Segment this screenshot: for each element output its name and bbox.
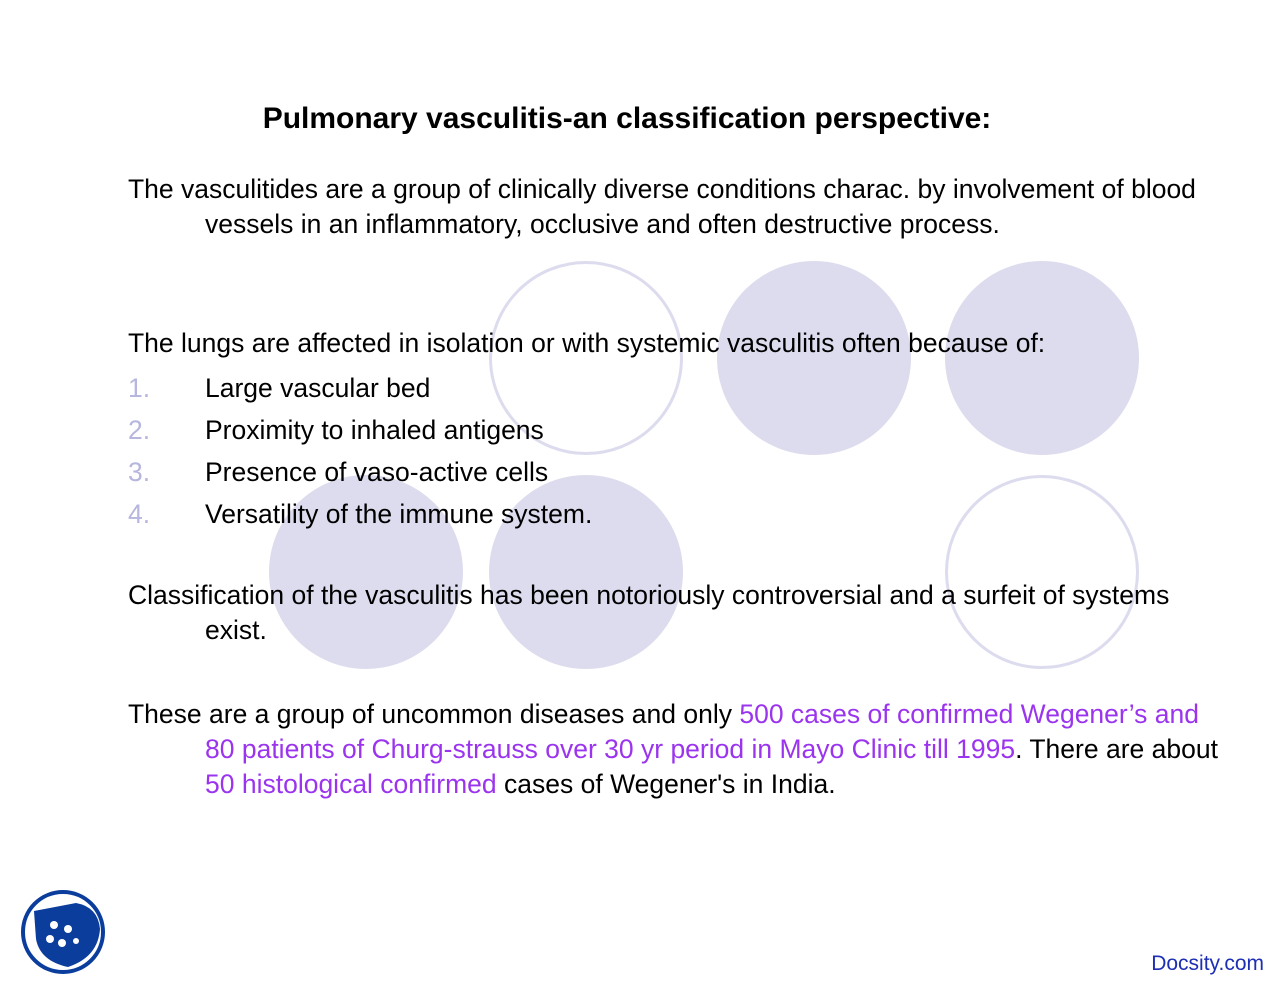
footer-brand-link[interactable]: Docsity.com xyxy=(1151,952,1264,975)
highlighted-statistic: 50 histological confirmed xyxy=(205,769,497,799)
epidemiology-text: . There are about xyxy=(1015,734,1218,764)
list-item xyxy=(128,367,592,409)
list-item-text: Proximity to inhaled antigens xyxy=(205,415,544,445)
epidemiology-paragraph xyxy=(128,697,1235,802)
list-item-number: 2. xyxy=(128,415,151,445)
list-item xyxy=(128,493,592,535)
list-item-number: 4. xyxy=(128,499,151,529)
slide-title: Pulmonary vasculitis-an classification perspective: xyxy=(262,102,992,135)
epidemiology-text: These are a group of uncommon diseases and only xyxy=(128,699,740,729)
list-item xyxy=(128,451,592,493)
intro-paragraph: The vasculitides are a group of clinically diverse conditions charac. by involvement of blood vessels in an inflammatory, occlusive and often destructive process. xyxy=(128,174,1196,239)
lungs-paragraph: The lungs are affected in isolation or with systemic vasculitis often because of: xyxy=(128,328,1046,358)
docsity-logo-icon xyxy=(20,889,106,975)
list-item-text: Presence of vaso-active cells xyxy=(205,457,549,487)
reasons-list xyxy=(128,367,592,535)
classification-paragraph: Classification of the vasculitis has been notoriously controversial and a surfeit of systems exist. xyxy=(128,580,1170,645)
list-item-text: Large vascular bed xyxy=(205,373,431,403)
epidemiology-text: cases of Wegener's in India. xyxy=(496,769,836,799)
list-item-number: 1. xyxy=(128,373,151,403)
list-item-number: 3. xyxy=(128,457,151,487)
list-item-text: Versatility of the immune system. xyxy=(205,499,593,529)
highlighted-statistic: 500 cases of confirmed Wegener’s and 80 patients of Churg-strauss over 30 yr period in Mayo Clinic till 1995 xyxy=(205,699,1199,764)
list-item xyxy=(128,409,592,451)
